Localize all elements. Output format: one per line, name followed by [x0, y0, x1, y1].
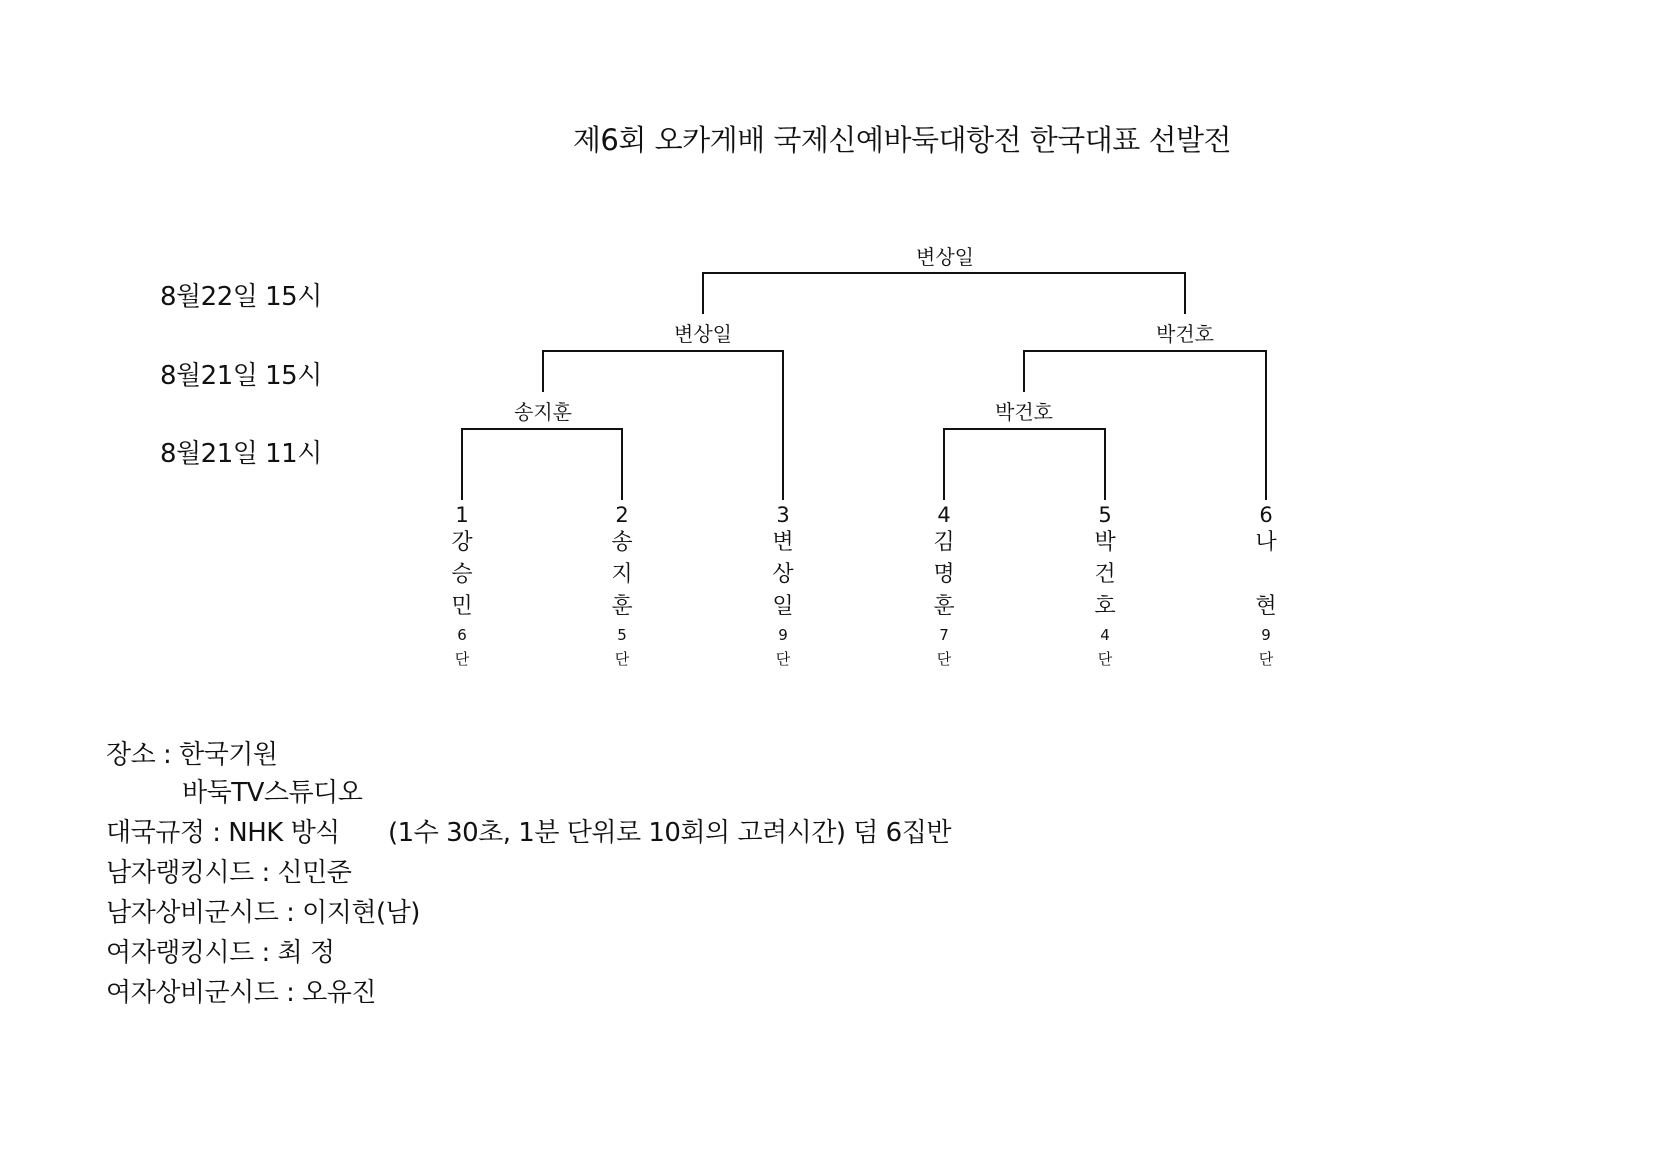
player-name-char: 명	[933, 562, 955, 587]
page-title: 제6회 오카게배 국제신예바둑대항전 한국대표 선발전	[572, 123, 1232, 157]
info-rules-detail: (1수 30초, 1분 단위로 10회의 고려시간) 덤 6집반	[388, 818, 951, 848]
final-winner-label: 변상일	[916, 245, 974, 269]
player-name-char: 호	[1094, 594, 1116, 619]
bracket-line-semi-right	[1023, 350, 1267, 352]
player-rank-char: 단	[1097, 650, 1113, 668]
r1-right-winner-label: 박건호	[995, 400, 1053, 424]
bracket-line-r1-right	[943, 428, 1106, 430]
player-name-char	[1246, 559, 1286, 591]
player-entry	[924, 503, 964, 671]
player-seed: 4	[937, 503, 951, 527]
info-female-ranking-seed: 여자랭킹시드 : 최 정	[106, 938, 335, 968]
player-seed: 2	[615, 503, 629, 527]
player-name-char: 훈	[933, 594, 955, 619]
player-name-char: 변	[772, 530, 794, 555]
player-name-char: 현	[1255, 594, 1277, 619]
player-rank-char: 6	[457, 626, 467, 644]
player-seed: 3	[776, 503, 790, 527]
bracket-line-semi-left	[542, 350, 784, 352]
info-venue-2: 바둑TV스튜디오	[182, 778, 363, 808]
player-name-char: 훈	[611, 594, 633, 619]
player-name-char: 일	[772, 594, 794, 619]
player-name-char: 나	[1255, 530, 1277, 555]
bracket-line-semi-left-a	[542, 350, 544, 392]
schedule-first-round: 8월21일 11시	[160, 439, 322, 469]
info-venue: 장소 : 한국기원	[106, 740, 278, 770]
bracket-line-r1-right-b	[1104, 428, 1106, 500]
schedule-final: 8월22일 15시	[160, 282, 322, 312]
player-rank-char: 단	[1258, 650, 1274, 668]
bracket-line-semi-right-a	[1023, 350, 1025, 392]
semi-right-winner-label: 박건호	[1156, 322, 1214, 346]
info-male-standing-seed: 남자상비군시드 : 이지현(남)	[106, 898, 420, 928]
player-rank-char: 4	[1100, 626, 1110, 644]
player-seed: 5	[1098, 503, 1112, 527]
bracket-line-r1-left	[461, 428, 623, 430]
player-rank-char: 9	[1261, 626, 1271, 644]
r1-left-winner-label: 송지훈	[514, 400, 572, 424]
bracket-line-r1-left-a	[461, 428, 463, 500]
bracket-line-final-right	[1184, 272, 1186, 314]
player-entry	[1246, 503, 1286, 671]
player-name-char: 박	[1094, 530, 1116, 555]
player-entry	[602, 503, 642, 671]
player-name-char: 송	[611, 530, 633, 555]
schedule-semifinal: 8월21일 15시	[160, 361, 322, 391]
player-rank-char: 단	[775, 650, 791, 668]
player-name-char: 김	[933, 530, 955, 555]
player-rank-char: 단	[614, 650, 630, 668]
semi-left-winner-label: 변상일	[674, 322, 732, 346]
info-female-standing-seed: 여자상비군시드 : 오유진	[106, 978, 376, 1008]
player-name-char: 건	[1094, 562, 1116, 587]
player-name-char: 상	[772, 562, 794, 587]
player-entry	[763, 503, 803, 671]
player-seed: 6	[1259, 503, 1273, 527]
player-name-char: 지	[611, 562, 633, 587]
player-entry	[1085, 503, 1125, 671]
bracket-line-r1-right-a	[943, 428, 945, 500]
player-rank-char: 9	[778, 626, 788, 644]
player-seed: 1	[455, 503, 469, 527]
player-rank-char: 단	[936, 650, 952, 668]
player-entry	[442, 503, 482, 671]
player-rank-char: 7	[939, 626, 949, 644]
bracket-line-final	[702, 272, 1186, 274]
player-rank-char: 5	[617, 626, 627, 644]
info-male-ranking-seed: 남자랭킹시드 : 신민준	[106, 858, 352, 888]
bracket-line-semi-right-b	[1265, 350, 1267, 500]
player-name-char: 민	[451, 594, 473, 619]
player-rank-char: 단	[454, 650, 470, 668]
bracket-line-semi-left-b	[782, 350, 784, 500]
bracket-line-r1-left-b	[621, 428, 623, 500]
player-name-char: 강	[451, 530, 473, 555]
bracket-line-final-left	[702, 272, 704, 314]
info-rules: 대국규정 : NHK 방식	[106, 818, 340, 848]
player-name-char: 승	[451, 562, 473, 587]
